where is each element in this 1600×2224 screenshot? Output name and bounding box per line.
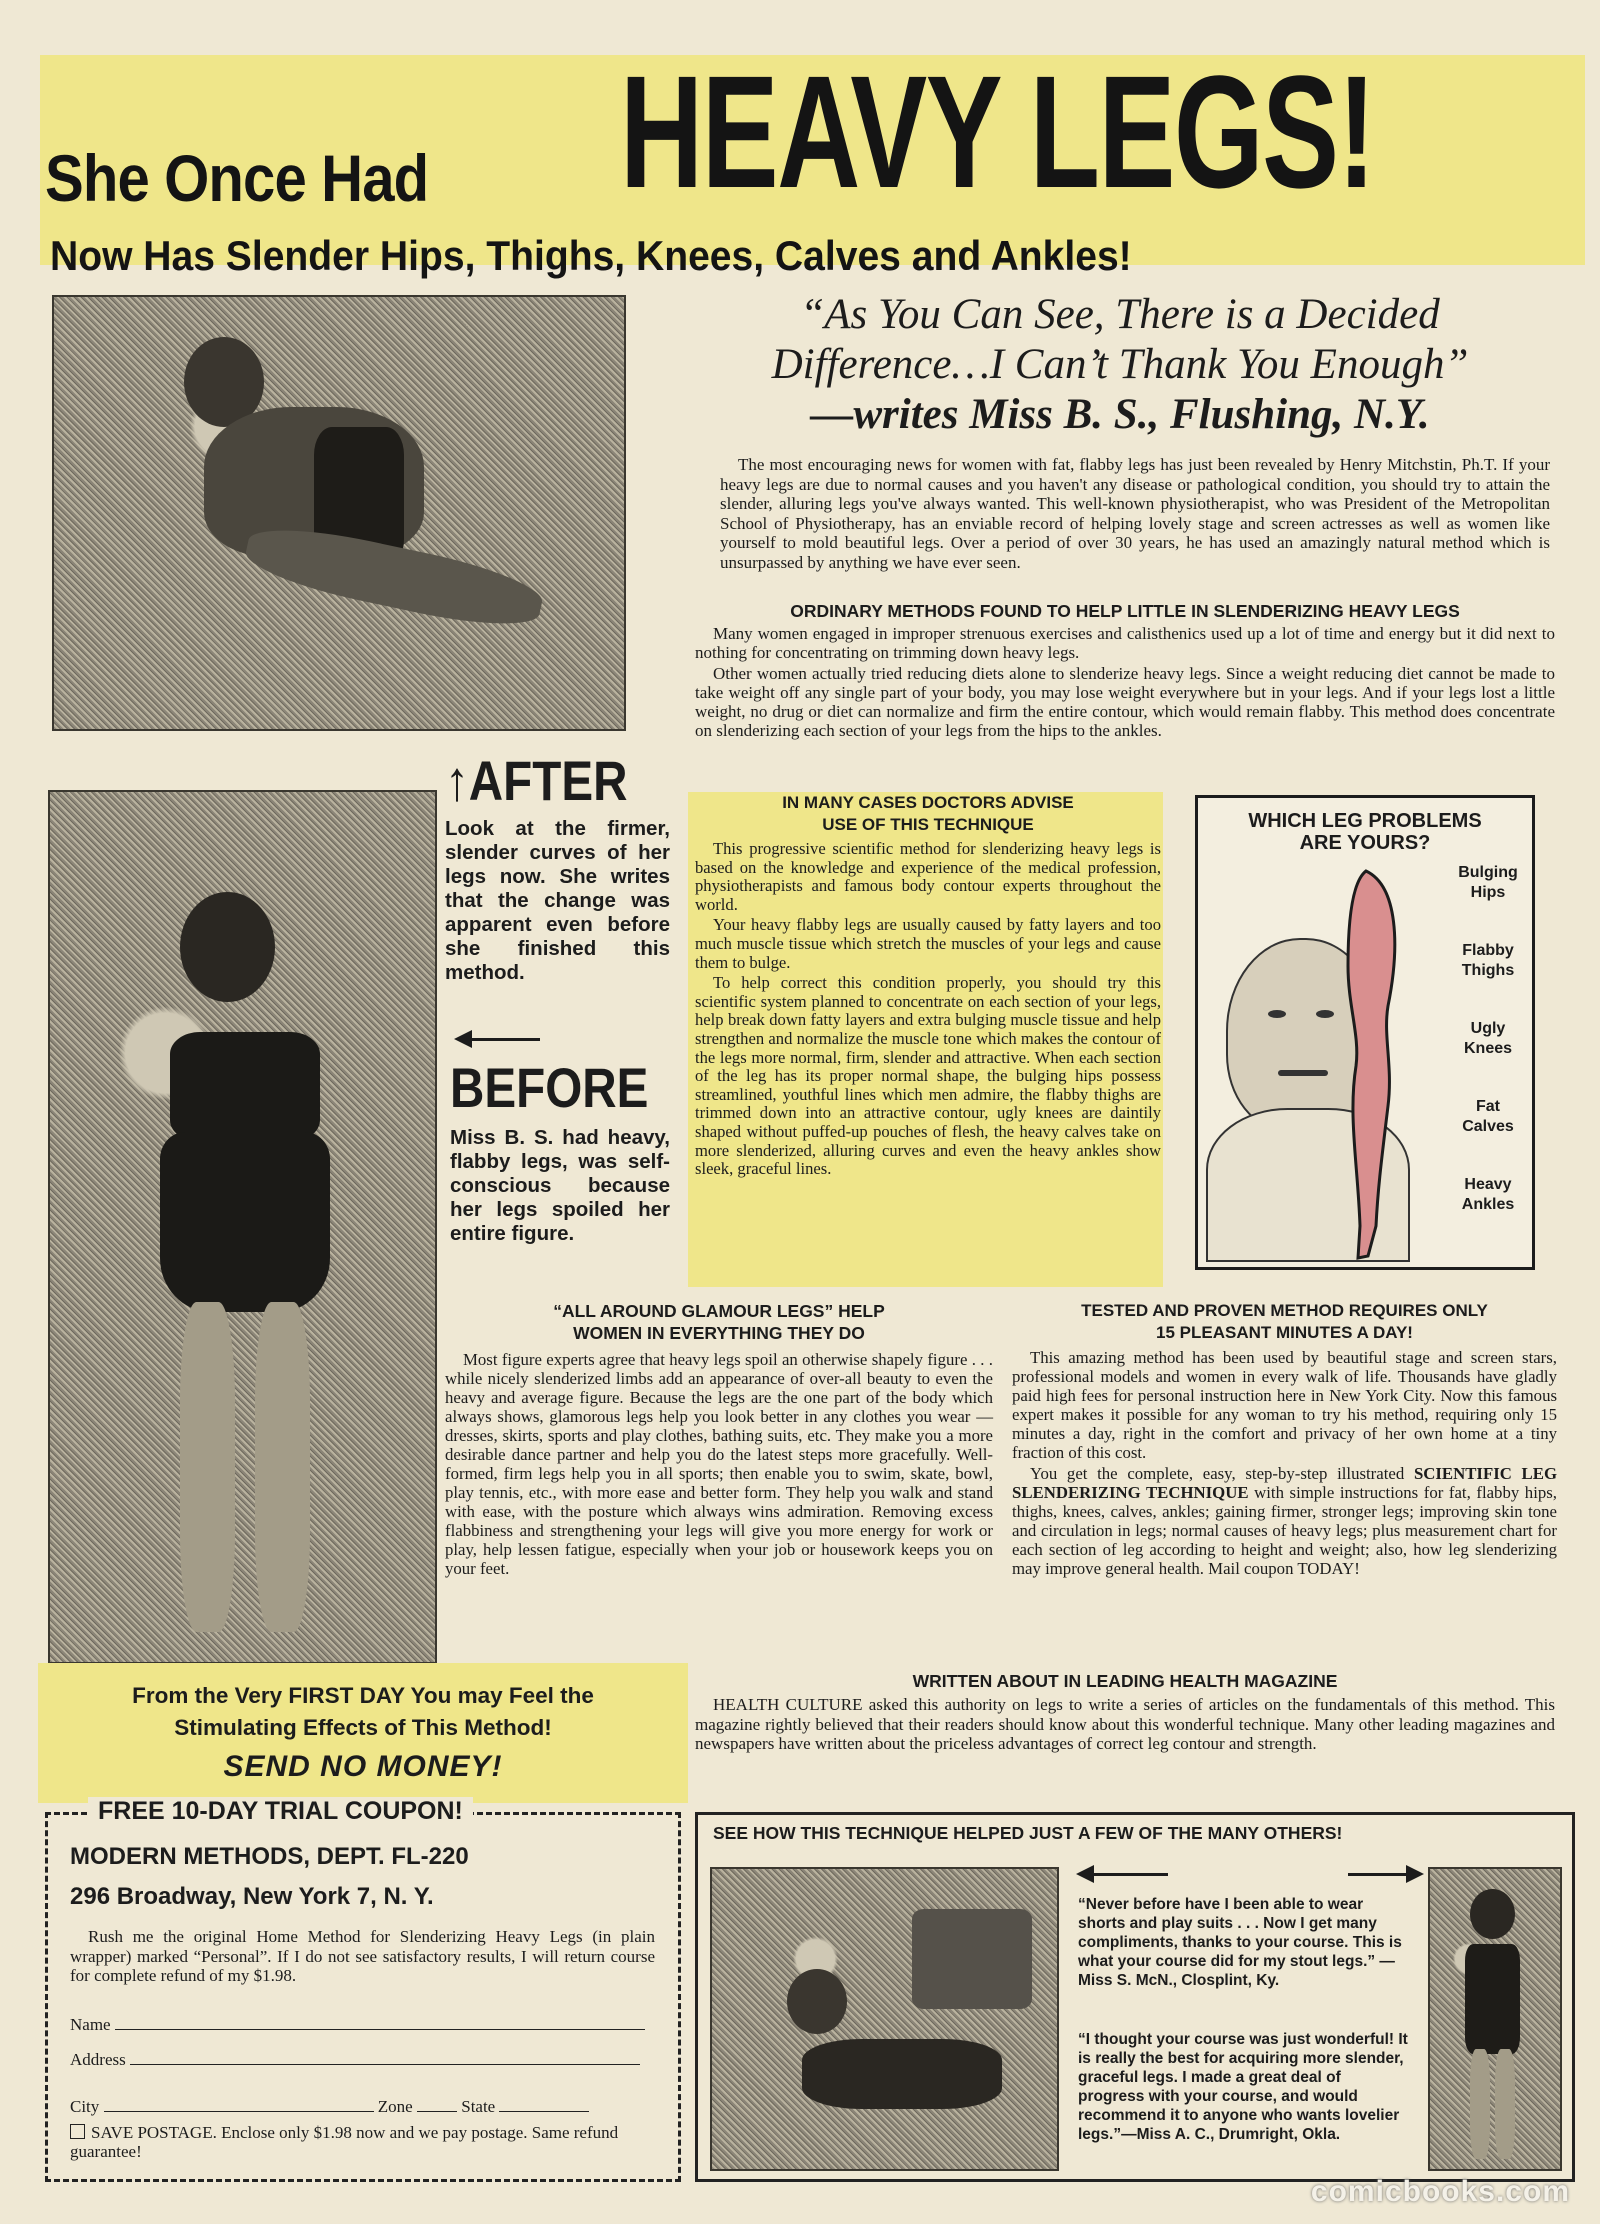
others-arrow-right-head [1406, 1865, 1424, 1883]
leg-problem-list [1443, 863, 1533, 1253]
ordinary-p2: Other women actually tried reducing diets alone to slenderize heavy legs. Since a weight reducing diet cannot be made to take weight off any single part of your body, you may lose weight everywhere but in your legs. And if your legs lost a little weight, no drug or diet can normalize and firm the entire contour, which would remain flabby. This method does concentrate on slenderizing each section of your legs from the hips to the ankles. [695, 664, 1555, 740]
doctors-heading-1: IN MANY CASES DOCTORS ADVISE [782, 793, 1074, 812]
section-magazine [695, 1670, 1555, 1756]
zone-label: Zone [377, 2097, 413, 2116]
magazine-p1: HEALTH CULTURE asked this authority on legs to write a series of articles on the fundamentals of this method. This magazine rightly believed that their readers should know about this wonderful technique. Many other leading magazines and newspapers have written about the priceless advantages of correct leg contour and strength. [695, 1695, 1555, 1753]
name-label: Name [70, 2015, 111, 2034]
others-photo-2 [1428, 1867, 1562, 2171]
quote-line-1: “As You Can See, There is a Decided [800, 291, 1440, 338]
address-label: Address [70, 2050, 126, 2069]
coupon-city-row [70, 2097, 655, 2117]
tested-p1: This amazing method has been used by beautiful stage and screen stars, professional models and women in every walk of life. Thousands have gladly paid high fees for personal instruction here in New York City. Now this famous expert makes it possible for any woman to try his method, requiring only 15 minutes a day, right in the comfort and privacy of her own home at a tiny fraction of this cost. [1012, 1348, 1557, 1462]
headline-small: She Once Had [45, 141, 429, 215]
city-label: City [70, 2097, 100, 2116]
subheadline: Now Has Slender Hips, Thighs, Knees, Calves and Ankles! [50, 232, 1132, 279]
tested-heading-1: TESTED AND PROVEN METHOD REQUIRES ONLY [1081, 1301, 1488, 1320]
ordinary-heading: ORDINARY METHODS FOUND TO HELP LITTLE IN SLENDERIZING HEAVY LEGS [790, 601, 1460, 621]
magazine-heading: WRITTEN ABOUT IN LEADING HEALTH MAGAZINE [912, 1671, 1338, 1691]
intro-text: The most encouraging news for women with fat, flabby legs has just been revealed by Henry Mitchstin, Ph.T. If your heavy legs are due to normal causes and you haven't any disease or pathological condition, you should try to attain the slender, alluring legs you've always wanted. This well-known physiotherapist, who was President of the Metropolitan School of Physiotherapy, has an enviable record of helping lovely stage and screen actresses as well as women like yourself to mold beautiful legs. Over a period of over 30 years, he has used an amazingly natural method which is unsurpassed by anything we have ever seen. [720, 455, 1550, 572]
trial-coupon [45, 1797, 681, 2182]
glamour-p1: Most figure experts agree that heavy legs spoil an otherwise shapely figure . . . while nicely slenderized limbs add an appearance of over-all beauty to even the heavy and average figure. Because the legs are the one part of the body which always shows, glamorous legs help you look better in any clothes you wear — dresses, skirts, sports and play clothes, bathing suits, etc. They make you a more desirable dance partner and help you do the latest steps more gracefully. Well-formed, firm legs help you in all sports; then enable you to swim, skate, bowl, play tennis, etc., with more ease and better form. They help you walk and stand with ease, with the posture which always wins admiration. Removing excess flabbiness and strengthening your legs will give you more energy for work or play, help lessen fatigue, especially when your job or housework keeps you on your feet. [445, 1350, 993, 1578]
testimonial-quote [700, 290, 1540, 440]
doctors-p1: This progressive scientific method for slenderizing heavy legs is based on the knowledge and experience of the medical profession, physiotherapists and famous body contour experts throughout the world. [695, 839, 1161, 914]
coupon-title: FREE 10-DAY TRIAL COUPON! [88, 1797, 473, 1826]
state-field[interactable] [499, 2111, 589, 2112]
state-label: State [461, 2097, 496, 2116]
section-ordinary [695, 600, 1555, 742]
watermark: comicbooks.com [1310, 2175, 1570, 2208]
doctors-heading-2: USE OF THIS TECHNIQUE [822, 815, 1034, 834]
tested-p2: You get the complete, easy, step-by-step illustrated SCIENTIFIC LEG SLENDERIZING TECHNIQUE with simple instructions for fat, flabby hips, thighs, knees, calves, ankles; gaining firmer, stronger legs; improving skin tone and circulation in legs; normal causes of heavy legs; plus measurement chart for each section of leg according to height and weight; also, how leg slenderizing may improve general health. Mail coupon TODAY! [1012, 1464, 1557, 1578]
first-day-text [38, 1680, 688, 1790]
send-no-money: SEND NO MONEY! [223, 1750, 503, 1783]
others-arrow [1093, 1873, 1168, 1876]
before-arrow [470, 1038, 540, 1041]
ordinary-p1: Many women engaged in improper strenuous exercises and calisthenics used up a lot of time and energy but it did next to nothing for concentrating on trimming down heavy legs. [695, 624, 1555, 662]
leg-problems-box [1195, 795, 1535, 1270]
leg-problem-item: Bulging Hips [1458, 864, 1518, 901]
after-label: ↑AFTER [445, 749, 628, 812]
coupon-address: 296 Broadway, New York 7, N. Y. [70, 1883, 434, 1910]
coupon-company: MODERN METHODS, DEPT. FL-220 [70, 1843, 469, 1870]
others-arrow-right [1348, 1873, 1408, 1876]
coupon-address-row [70, 2050, 655, 2070]
others-quote-2: “I thought your course was just wonderful! It is really the best for acquiring more slender, graceful legs. I made a great deal of progress with your course, and would recommend it to anyone who wants lovelier legs.”—Miss A. C., Drumright, Okla. [1078, 2031, 1408, 2143]
first-day-line-2: Stimulating Effects of This Method! [174, 1715, 552, 1740]
leg-problem-item: Flabby Thighs [1461, 942, 1515, 979]
postage-checkbox[interactable] [70, 2124, 85, 2139]
section-glamour [445, 1300, 993, 1580]
leg-problem-item: Ugly Knees [1463, 1020, 1513, 1057]
address-field[interactable] [130, 2064, 640, 2065]
others-quote-1: “Never before have I been able to wear shorts and play suits . . . Now I get many compliments, thanks to your course. This is what your course did for my stout legs.” —Miss S. McN., Closplint, Ky. [1078, 1896, 1402, 1989]
name-field[interactable] [115, 2029, 645, 2030]
first-day-line-1: From the Very FIRST DAY You may Feel the [132, 1683, 594, 1708]
leg-problem-item: Fat Calves [1462, 1098, 1514, 1135]
after-photo [52, 295, 626, 731]
doctors-p2: Your heavy flabby legs are usually caused by fatty layers and too much muscle tissue which stretch the muscles of your legs and cause them to bulge. [695, 915, 1161, 972]
leg-illustration [1338, 866, 1418, 1266]
leg-problems-title-2: ARE YOURS? [1299, 832, 1431, 854]
coupon-name-row [70, 2015, 655, 2035]
after-text: Look at the firmer, slender curves of her legs now. She writes that the change was apparent even before she finished this method. [445, 817, 670, 984]
before-label: BEFORE [450, 1056, 649, 1119]
glamour-heading-2: WOMEN IN EVERYTHING THEY DO [573, 1323, 865, 1343]
tested-heading-2: 15 PLEASANT MINUTES A DAY! [1156, 1323, 1413, 1342]
headline-big: HEAVY LEGS! [620, 42, 1375, 221]
before-photo [48, 790, 437, 1664]
doctors-p3: To help correct this condition properly, you should try this scientific system planned to concentrate on each section of your legs, help break down fatty layers and extra bulging muscle tissue and help strengthen and normalize the muscle tone which makes the contour of the legs more normal, firm, slender and attractive. When each section of the leg has its proper normal shape, the bulging hips possess streamlined, youthful lines which men admire, the flabby thighs are trimmed down into an attractive contour, ugly knees are daintily shaped without puffed-up pouches of flesh, the heavy calves take on more slenderized, alluring curves and even the heavy ankles show sleek, graceful lines. [695, 973, 1161, 1179]
postage-text: SAVE POSTAGE. Enclose only $1.98 now and we pay postage. Same refund guarantee! [70, 2123, 619, 2161]
after-caption [445, 748, 670, 985]
quote-line-2: Difference…I Can’t Thank You Enough” [771, 341, 1469, 388]
before-caption [450, 1055, 670, 1246]
others-arrow-head [1076, 1865, 1094, 1883]
others-title: SEE HOW THIS TECHNIQUE HELPED JUST A FEW OF THE MANY OTHERS! [713, 1823, 1343, 1843]
section-tested [1012, 1300, 1557, 1580]
coupon-body: Rush me the original Home Method for Slenderizing Heavy Legs (in plain wrapper) marked “Personal”. If I do not see satisfactory results, I will return course for complete refund of my $1.98. [70, 1927, 655, 1985]
city-field[interactable] [104, 2111, 374, 2112]
tested-technique-name: SCIENTIFIC LEG SLENDERIZING TECHNIQUE [1012, 1464, 1557, 1502]
before-arrow-head [454, 1030, 472, 1048]
zone-field[interactable] [417, 2111, 457, 2112]
glamour-heading-1: “ALL AROUND GLAMOUR LEGS” HELP [553, 1301, 885, 1321]
section-doctors [695, 792, 1161, 1181]
others-photo-1 [710, 1867, 1059, 2171]
others-testimonials [695, 1812, 1575, 2182]
postage-row [70, 2123, 655, 2161]
quote-line-3: —writes Miss B. S., Flushing, N.Y. [810, 391, 1430, 438]
intro-paragraph [720, 455, 1550, 574]
leg-problem-item: Heavy Ankles [1461, 1176, 1515, 1213]
before-text: Miss B. S. had heavy, flabby legs, was self-conscious because her legs spoiled her entire figure. [450, 1126, 670, 1245]
leg-problems-title-1: WHICH LEG PROBLEMS [1248, 810, 1482, 832]
